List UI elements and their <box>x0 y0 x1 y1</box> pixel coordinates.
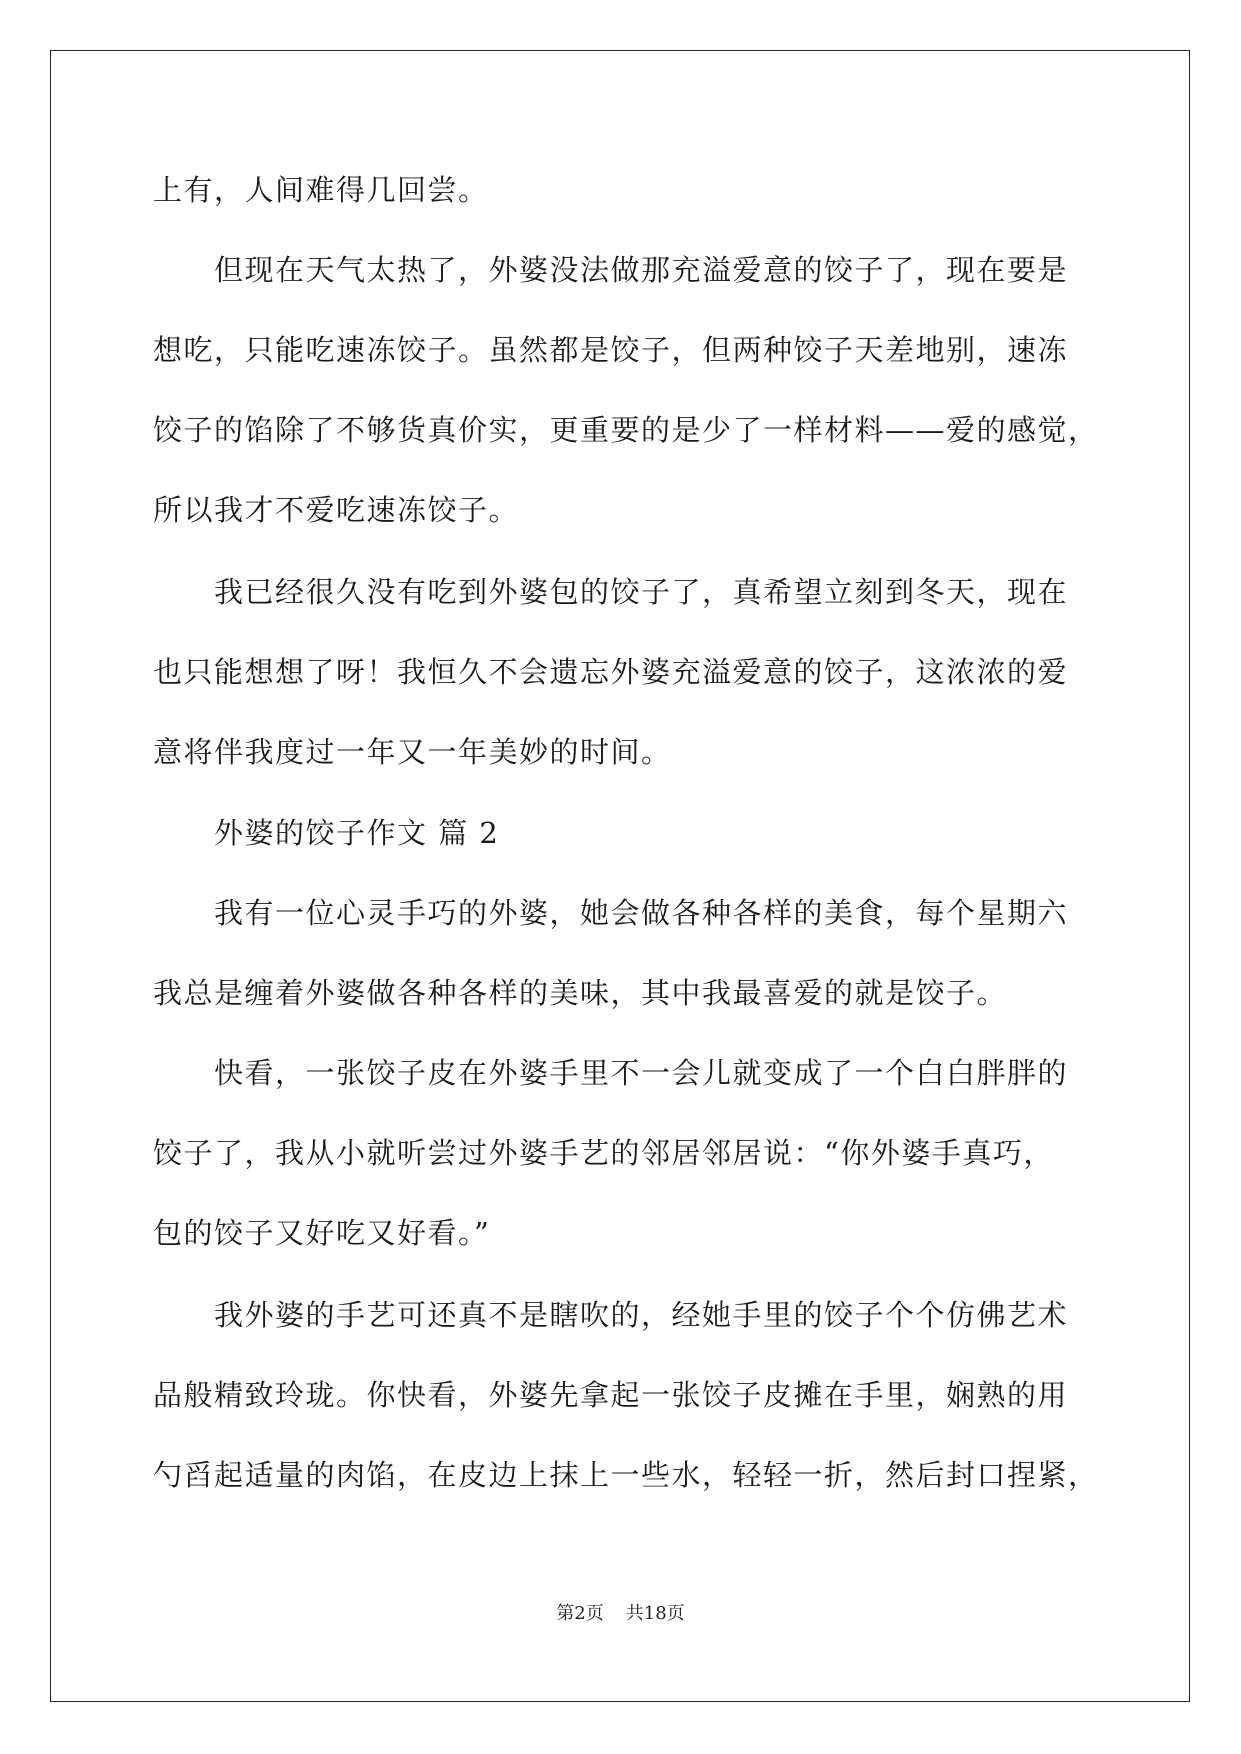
text-line: 意将伴我度过一年又一年美妙的时间。 <box>153 735 672 769</box>
text-line: 勺舀起适量的肉馅，在皮边上抹上一些水，轻轻一折，然后封口捏紧， <box>153 1458 1099 1492</box>
text-line: 上有，人间难得几回尝。 <box>153 173 489 207</box>
text-line: 品般精致玲珑。你快看，外婆先拿起一张饺子皮摊在手里，娴熟的用 <box>153 1378 1069 1412</box>
text-line: 我外婆的手艺可还真不是瞎吹的，经她手里的饺子个个仿佛艺术 <box>214 1298 1069 1332</box>
text-line: 想吃，只能吃速冻饺子。虽然都是饺子，但两种饺子天差地别，速冻 <box>153 333 1069 367</box>
text-line: 我有一位心灵手巧的外婆，她会做各种各样的美食，每个星期六 <box>214 896 1069 930</box>
text-line: 也只能想想了呀！我恒久不会遗忘外婆充溢爱意的饺子，这浓浓的爱 <box>153 655 1069 689</box>
page-total: 共18页 <box>625 1603 685 1624</box>
text-line: 但现在天气太热了，外婆没法做那充溢爱意的饺子了，现在要是 <box>214 253 1069 287</box>
text-line: 饺子了，我从小就听尝过外婆手艺的邻居邻居说：“你外婆手真巧， <box>153 1136 1054 1170</box>
text-line: 我已经很久没有吃到外婆包的饺子了，真希望立刻到冬天，现在 <box>214 575 1069 609</box>
page-number: 第2页 <box>556 1603 604 1624</box>
text-line: 饺子的馅除了不够货真价实，更重要的是少了一样材料——爱的感觉， <box>153 413 1099 447</box>
page-footer <box>0 1602 1241 1626</box>
text-line: 所以我才不爱吃速冻饺子。 <box>153 493 520 527</box>
text-line: 包的饺子又好吃又好看。” <box>153 1216 491 1250</box>
text-line: 快看，一张饺子皮在外婆手里不一会儿就变成了一个白白胖胖的 <box>214 1056 1069 1090</box>
section-heading: 外婆的饺子作文 篇 2 <box>214 816 500 850</box>
text-line: 我总是缠着外婆做各种各样的美味，其中我最喜爱的就是饺子。 <box>153 976 1008 1010</box>
